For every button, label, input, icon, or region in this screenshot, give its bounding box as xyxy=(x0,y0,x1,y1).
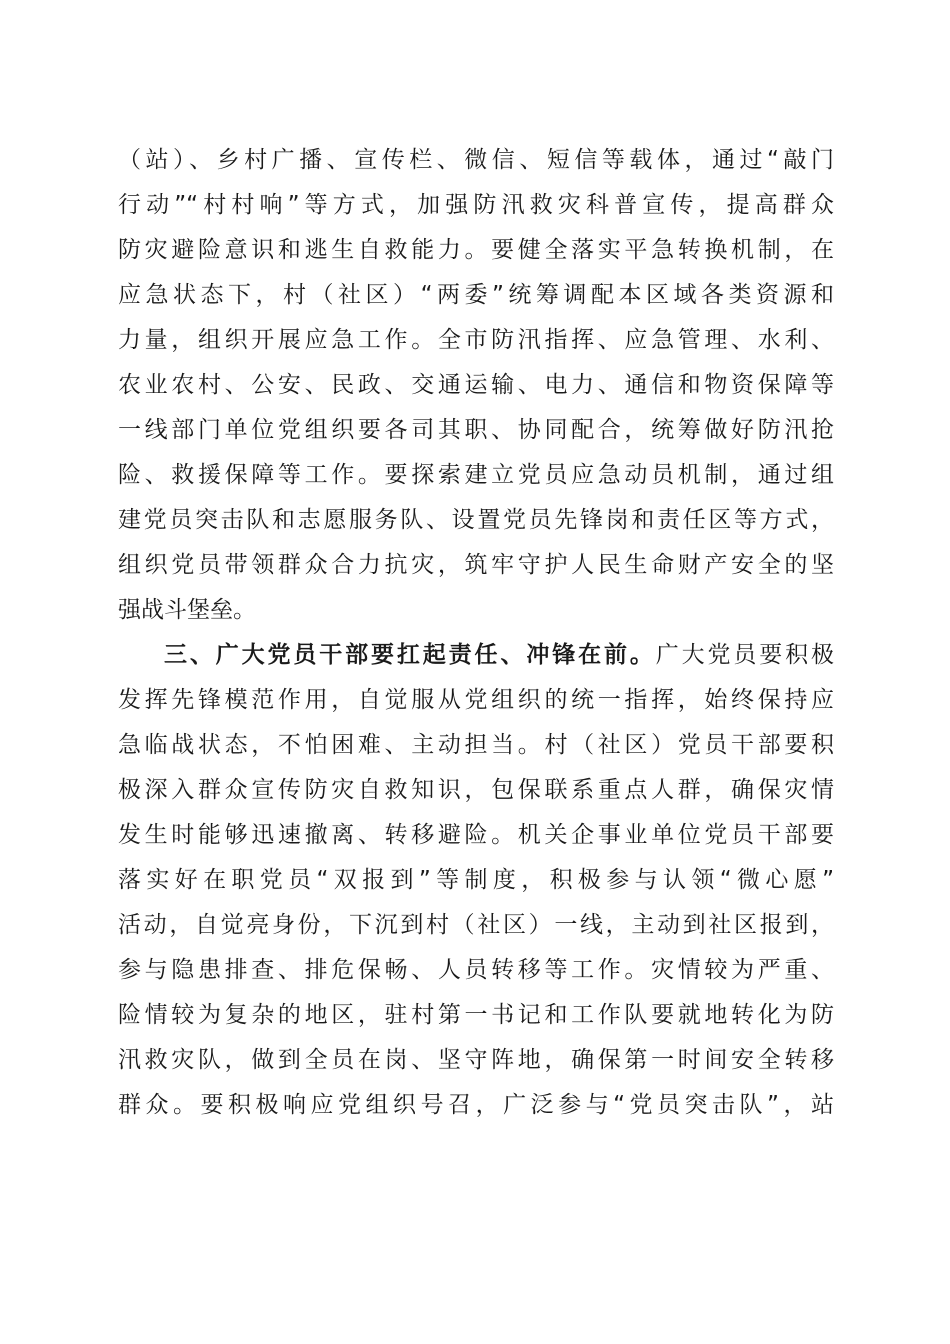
paragraph-first-line xyxy=(118,633,834,678)
paragraph-line: 险情较为复杂的地区，驻村第一书记和工作队要就地转化为防 xyxy=(118,1002,834,1028)
paragraph-line: 发生时能够迅速撤离、转移避险。机关企事业单位党员干部要 xyxy=(118,822,834,848)
paragraph-line: 险、救援保障等工作。要探索建立党员应急动员机制，通过组 xyxy=(118,462,834,488)
paragraph-line: 参与隐患排查、排危保畅、人员转移等工作。灾情较为严重、 xyxy=(118,957,834,983)
paragraph-line: 组织党员带领群众合力抗灾，筑牢守护人民生命财产安全的坚 xyxy=(118,552,834,578)
document-body xyxy=(118,138,834,1128)
paragraph-line: （站）、乡村广播、宣传栏、微信、短信等载体，通过“敲门 xyxy=(118,147,834,173)
heading-followup-text: 广大党员要积极 xyxy=(655,642,835,668)
paragraph-1 xyxy=(118,138,834,633)
paragraph-line: 活动，自觉亮身份，下沉到村（社区）一线，主动到社区报到， xyxy=(118,912,834,938)
paragraph-line: 急临战状态，不怕困难、主动担当。村（社区）党员干部要积 xyxy=(118,732,834,758)
paragraph-line: 汛救灾队，做到全员在岗、坚守阵地，确保第一时间安全转移 xyxy=(118,1047,834,1073)
paragraph-2 xyxy=(118,633,834,1128)
paragraph-line: 建党员突击队和志愿服务队、设置党员先锋岗和责任区等方式， xyxy=(118,507,834,533)
paragraph-line: 防灾避险意识和逃生自救能力。要健全落实平急转换机制，在 xyxy=(118,237,834,263)
paragraph-line: 农业农村、公安、民政、交通运输、电力、通信和物资保障等 xyxy=(118,372,834,398)
paragraph-line: 群众。要积极响应党组织号召，广泛参与“党员突击队”，站 xyxy=(118,1092,834,1118)
section-heading: 三、广大党员干部要扛起责任、冲锋在前。 xyxy=(164,642,656,668)
paragraph-line: 落实好在职党员“双报到”等制度，积极参与认领“微心愿” xyxy=(118,867,834,893)
paragraph-line: 力量，组织开展应急工作。全市防汛指挥、应急管理、水利、 xyxy=(118,327,834,353)
paragraph-line: 强战斗堡垒。 xyxy=(118,597,256,623)
paragraph-line: 行动”“村村响”等方式，加强防汛救灾科普宣传，提高群众 xyxy=(118,192,834,218)
paragraph-line: 应急状态下，村（社区）“两委”统筹调配本区域各类资源和 xyxy=(118,282,834,308)
paragraph-line: 极深入群众宣传防灾自救知识，包保联系重点人群，确保灾情 xyxy=(118,777,834,803)
paragraph-line: 一线部门单位党组织要各司其职、协同配合，统筹做好防汛抢 xyxy=(118,417,834,443)
paragraph-line: 发挥先锋模范作用，自觉服从党组织的统一指挥，始终保持应 xyxy=(118,687,834,713)
